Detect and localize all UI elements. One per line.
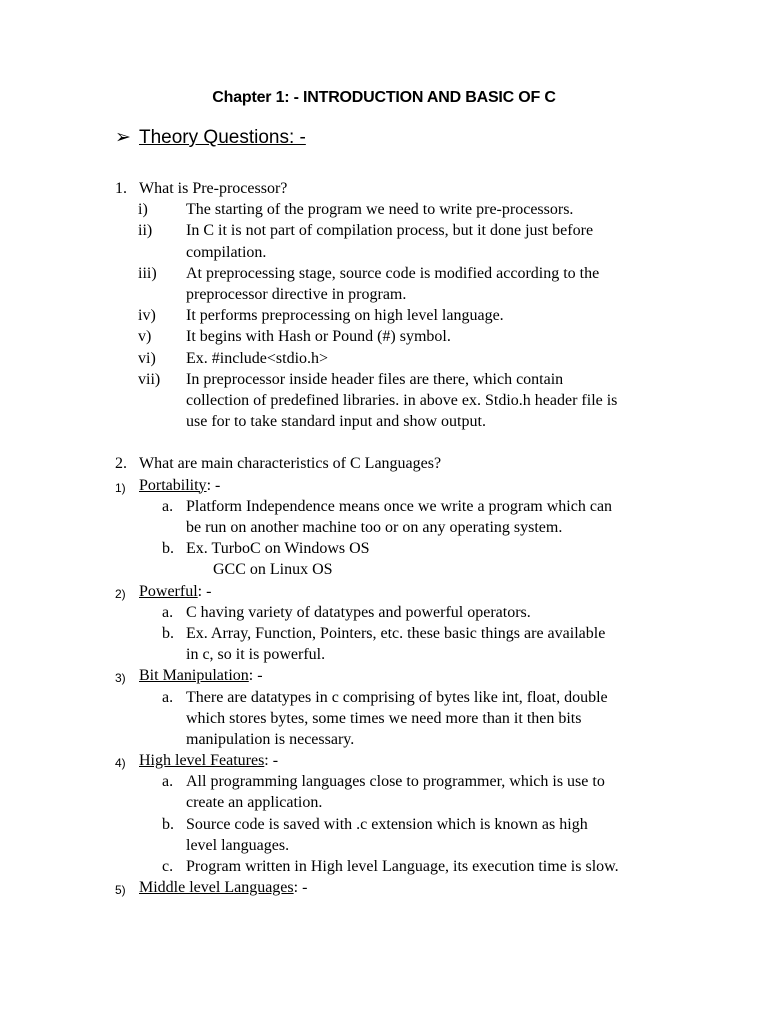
list-item [0,602,768,623]
arrow-bullet-icon: ➢ [115,127,131,148]
letter-marker: b. [162,815,174,833]
characteristic-title: Bit Manipulation [139,667,249,685]
list-item-continuation [0,411,768,432]
characteristic-number: 3) [115,671,126,686]
roman-numeral: iii) [138,264,157,282]
list-item-text: It performs preprocessing on high level language. [186,307,504,325]
list-item [0,814,768,835]
list-item [0,538,768,559]
list-item-text: manipulation is necessary. [186,730,355,748]
chapter-title: Chapter 1: - INTRODUCTION AND BASIC OF C [212,89,556,106]
list-item [0,369,768,390]
list-item-continuation [0,559,768,580]
spacer [0,432,768,453]
question-1 [0,178,768,199]
list-item-text: C having variety of datatypes and powerful operators. [186,603,531,621]
list-item-text: level languages. [186,836,290,854]
list-item-text: be run on another machine too or on any operating system. [186,519,563,536]
list-item-continuation [0,644,768,665]
list-item-text: In C it is not part of compilation process, but it done just before [186,222,594,240]
list-item-continuation [0,284,768,305]
list-item-text: The starting of the program we need to write pre-processors. [186,201,574,219]
roman-numeral: vii) [138,370,161,388]
question-number: 1. [115,180,127,197]
characteristic-suffix: : - [293,879,308,897]
list-item-text: Ex. #include<stdio.h> [186,349,329,367]
characteristic-title: High level Features [139,752,265,770]
list-item-continuation [0,729,768,750]
list-item-text: preprocessor directive in program. [186,285,407,303]
letter-marker: a. [162,497,174,515]
roman-numeral: v) [138,328,152,346]
list-item-text: Ex. Array, Function, Pointers, etc. these basic things are available [186,624,606,642]
list-item [0,687,768,708]
list-item-continuation [0,708,768,729]
characteristic-title: Portability [139,476,207,494]
list-item-text: Platform Independence means once we write a program which can [186,497,613,515]
roman-numeral: ii) [138,222,153,240]
characteristic-powerful [0,581,768,602]
list-item-text: create an application. [186,794,323,812]
list-item [0,348,768,369]
list-item [0,496,768,517]
characteristic-suffix: : - [264,752,279,770]
list-item [0,856,768,877]
list-item-text: There are datatypes in c comprising of bytes like int, float, double [186,688,608,706]
characteristic-heading [139,877,307,898]
theory-heading [115,126,306,149]
characteristic-number: 5) [115,883,126,898]
characteristic-heading [139,750,278,771]
characteristic-title: Powerful [139,582,198,600]
characteristic-number: 2) [115,586,126,601]
characteristic-suffix: : - [197,582,212,600]
characteristic-heading [139,581,211,602]
list-item-text: in c, so it is powerful. [186,646,326,664]
document-body [0,178,768,898]
list-item-continuation [0,792,768,813]
characteristic-title: Middle level Languages [139,879,294,897]
roman-numeral: vi) [138,349,156,367]
list-item-text: GCC on Linux OS [213,561,333,579]
characteristic-bit-manipulation [0,665,768,686]
list-item-text: At preprocessing stage, source code is modified according to the [186,264,600,282]
list-item [0,305,768,326]
theory-heading-text: Theory Questions: - [139,127,306,148]
question-text: What is Pre-processor? [139,180,288,197]
question-2 [0,453,768,474]
letter-marker: c. [162,858,174,875]
characteristic-number: 1) [115,480,126,495]
letter-marker: b. [162,540,174,558]
list-item [0,263,768,284]
letter-marker: a. [162,773,174,791]
list-item-text: All programming languages close to programmer, which is use to [186,773,605,791]
question-number: 2. [115,455,127,473]
characteristic-heading [139,475,220,496]
list-item-text: It begins with Hash or Pound (#) symbol. [186,328,451,346]
letter-marker: b. [162,624,174,642]
list-item-text: In preprocessor inside header files are there, which contain [186,370,564,388]
list-item [0,220,768,241]
list-item-text: use for to take standard input and show output. [186,413,486,431]
list-item-text: collection of predefined libraries. in above ex. Stdio.h header file is [186,391,618,409]
characteristic-number: 4) [115,756,126,771]
list-item [0,771,768,792]
list-item-text: which stores bytes, some times we need more than it then bits [186,709,582,727]
question-text: What are main characteristics of C Languages? [139,455,442,473]
characteristic-suffix: : - [248,667,263,685]
list-item-continuation [0,242,768,263]
list-item-text: Ex. TurboC on Windows OS [186,540,370,558]
list-item-continuation [0,390,768,411]
letter-marker: a. [162,688,174,706]
characteristic-middle-level-languages [0,877,768,898]
roman-numeral: iv) [138,307,156,325]
list-item-text: Source code is saved with .c extension which is known as high [186,815,588,833]
letter-marker: a. [162,603,174,621]
list-item-text: compilation. [186,243,267,261]
roman-numeral: i) [138,201,148,219]
list-item-text: Program written in High level Language, its execution time is slow. [186,858,619,875]
characteristic-suffix: : - [206,476,221,494]
list-item-continuation [0,835,768,856]
list-item [0,199,768,220]
characteristic-high-level-features [0,750,768,771]
list-item [0,623,768,644]
list-item-continuation [0,517,768,538]
characteristic-portability [0,475,768,496]
list-item [0,326,768,347]
characteristic-heading [139,665,263,686]
